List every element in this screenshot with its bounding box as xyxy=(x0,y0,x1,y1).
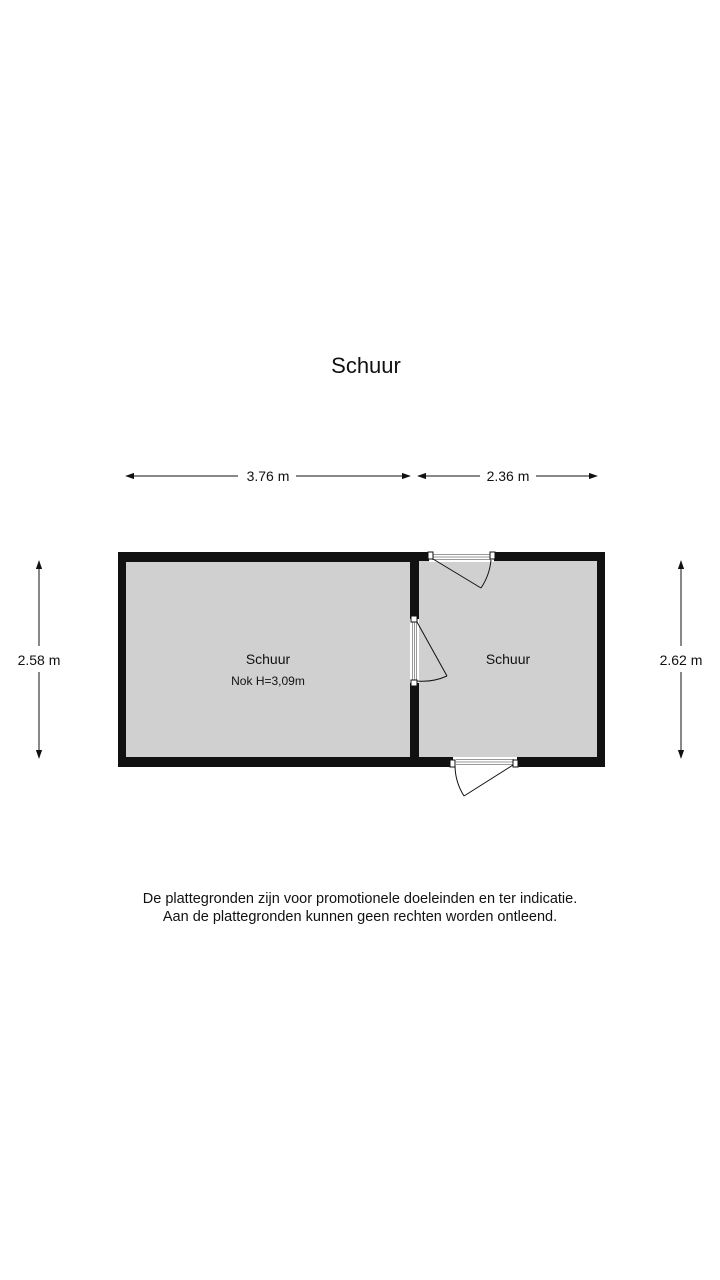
dimension-top-left-label: 3.76 m xyxy=(246,468,290,484)
door-bottom xyxy=(450,757,518,796)
dimension-right-label: 2.62 m xyxy=(659,652,703,668)
room-right-name: Schuur xyxy=(485,651,531,667)
dimension-left-label: 2.58 m xyxy=(17,652,61,668)
plan-title: Schuur xyxy=(331,353,401,378)
dimension-top-left xyxy=(126,468,410,484)
room-left-note: Nok H=3,09m xyxy=(231,674,305,688)
room-left-name: Schuur xyxy=(245,651,291,667)
disclaimer-line-1: De plattegronden zijn voor promotionele doeleinden en ter indicatie. xyxy=(142,891,578,907)
building xyxy=(118,552,605,767)
dimension-top-right-label: 2.36 m xyxy=(486,468,530,484)
disclaimer xyxy=(0,890,720,926)
dimension-left xyxy=(18,561,61,758)
dimension-top-right xyxy=(418,468,597,484)
dimension-right xyxy=(660,561,703,758)
disclaimer-line-2: Aan de plattegronden kunnen geen rechten worden ontleend. xyxy=(162,909,558,925)
